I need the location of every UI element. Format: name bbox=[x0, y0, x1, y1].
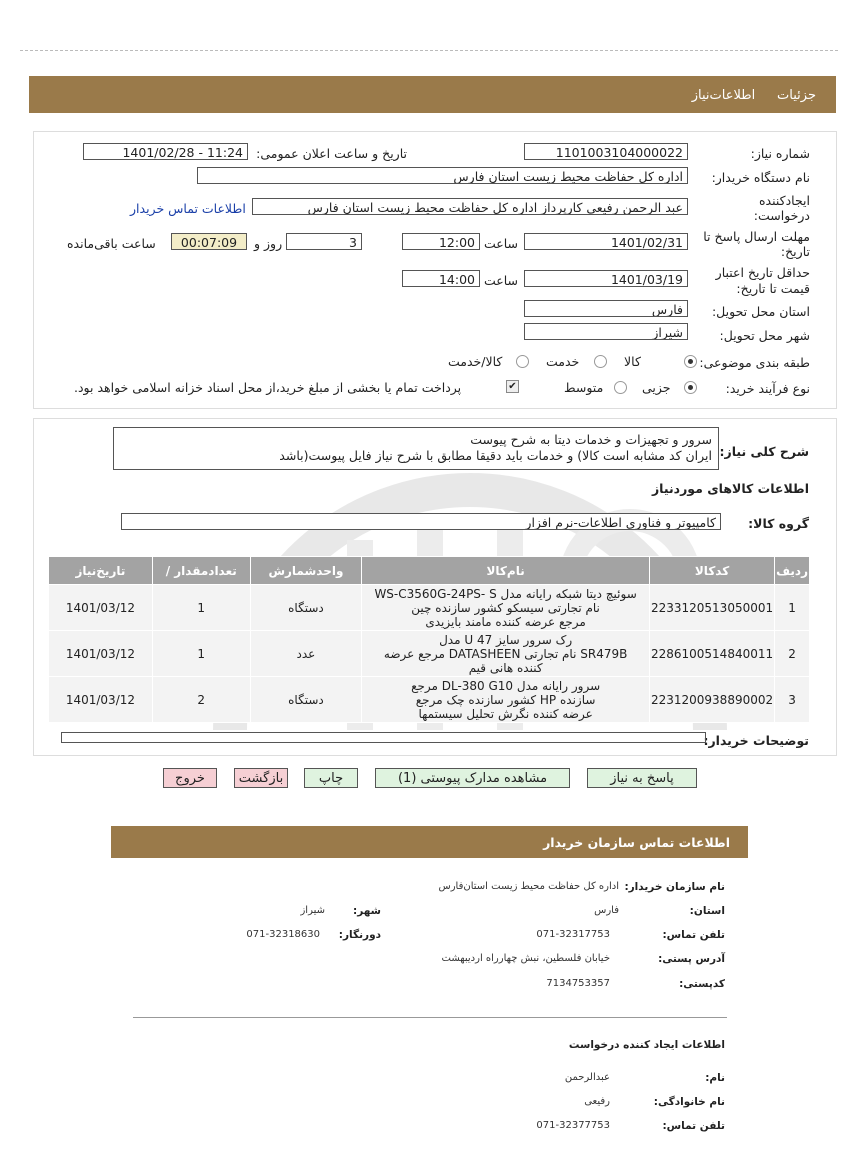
validity-date-field: 1401/03/19 bbox=[524, 270, 688, 287]
purchase-type-label: نوع فرآیند خرید: bbox=[725, 381, 810, 396]
item-code: 2233120513050001 bbox=[649, 585, 774, 631]
category-option-both: کالا/خدمت bbox=[448, 354, 503, 369]
item-date: 1401/03/12 bbox=[49, 677, 153, 723]
category-radio-both[interactable] bbox=[516, 355, 529, 368]
creator-phone-value: 071-32377753 bbox=[536, 1120, 610, 1131]
print-button[interactable]: چاپ bbox=[304, 768, 358, 788]
contact-postal-value: 7134753357 bbox=[546, 978, 610, 989]
contact-org-value: اداره کل حفاظت محیط زیست استان‌فارس bbox=[438, 881, 619, 892]
view-attachments-button[interactable]: مشاهده مدارک پیوستی (1) bbox=[375, 768, 570, 788]
purchase-option-medium: متوسط bbox=[564, 380, 604, 395]
buyer-notes-label: توضیحات خریدار: bbox=[703, 733, 809, 748]
creator-family-label: نام خانوادگی: bbox=[653, 1096, 725, 1108]
payment-checkbox[interactable]: ✔ bbox=[506, 380, 519, 393]
item-name-line: سوئیچ دیتا شبکه رایانه مدل WS-C3560G-24PS- S bbox=[374, 586, 637, 601]
item-name-line: مرجع عرضه کننده مامند بایزیدی bbox=[425, 614, 586, 629]
contact-province-label: استان: bbox=[689, 905, 725, 917]
contact-org-label: نام سازمان خریدار: bbox=[624, 881, 725, 893]
creator-name-label: نام: bbox=[705, 1072, 725, 1084]
general-description-box bbox=[113, 427, 719, 470]
deadline-time-label: ساعت bbox=[484, 236, 519, 251]
contact-city-value: شیراز bbox=[300, 905, 325, 916]
remaining-timer: 00:07:09 bbox=[171, 233, 247, 250]
validity-label-2: قیمت تا تاریخ: bbox=[736, 281, 810, 296]
category-label: طبقه بندی موضوعی: bbox=[699, 355, 810, 370]
creator-name-value: عبدالرحمن bbox=[564, 1072, 610, 1083]
row-number: 2 bbox=[775, 631, 810, 677]
remaining-label: ساعت باقی‌مانده bbox=[67, 236, 156, 251]
category-option-service: خدمت bbox=[546, 354, 580, 369]
creator-label-2: درخواست: bbox=[753, 208, 810, 223]
item-name-line: کننده هانی قیم bbox=[468, 660, 543, 675]
item-name bbox=[362, 585, 650, 631]
item-name-line: نام تجارتی سیسکو کشور سازنده چین bbox=[411, 600, 600, 615]
back-button[interactable]: بازگشت bbox=[234, 768, 288, 788]
top-divider bbox=[20, 50, 838, 51]
tab-need-info[interactable]: اطلاعات‌نیاز bbox=[691, 88, 756, 103]
contact-section-title: اطلاعات تماس سازمان خریدار bbox=[543, 835, 730, 850]
province-field: فارس bbox=[524, 300, 688, 317]
creator-section-title: اطلاعات ایجاد کننده درخواست bbox=[568, 1039, 725, 1051]
item-code: 2231200938890002 bbox=[649, 677, 774, 723]
goods-table-header bbox=[49, 557, 810, 585]
contact-postal-label: کدپستی: bbox=[679, 978, 725, 990]
buyer-org-label: نام دستگاه خریدار: bbox=[711, 170, 810, 185]
item-name-line: عرضه کننده نگرش تحلیل سیستمها bbox=[418, 706, 593, 721]
table-row bbox=[49, 631, 810, 677]
purchase-radio-minor[interactable] bbox=[684, 381, 697, 394]
category-radio-service[interactable] bbox=[594, 355, 607, 368]
province-label: استان محل تحویل: bbox=[711, 304, 810, 319]
general-description-label: شرح کلی نیاز: bbox=[719, 444, 809, 459]
contact-divider bbox=[133, 1017, 727, 1018]
contact-fax-label: دورنگار: bbox=[338, 929, 381, 941]
deadline-time-field: 12:00 bbox=[402, 233, 480, 250]
goods-group-field: کامپیوتر و فناوری اطلاعات-نرم افزار bbox=[121, 513, 721, 530]
item-name bbox=[362, 631, 650, 677]
validity-time-field: 14:00 bbox=[402, 270, 480, 287]
exit-button[interactable]: خروج bbox=[163, 768, 217, 788]
reply-button[interactable]: پاسخ به نیاز bbox=[587, 768, 697, 788]
item-name-line: سرور رایانه مدل DL-380 G10 مرجع bbox=[411, 678, 601, 693]
creator-phone-label: تلفن تماس: bbox=[662, 1120, 725, 1132]
contact-phone-label: تلفن تماس: bbox=[662, 929, 725, 941]
item-unit: دستگاه bbox=[250, 585, 362, 631]
item-date: 1401/03/12 bbox=[49, 631, 153, 677]
col-qty: تعدادمقدار / bbox=[152, 557, 250, 585]
deadline-date-field: 1401/02/31 bbox=[524, 233, 688, 250]
deadline-label-1: مهلت ارسال پاسخ تا bbox=[703, 229, 810, 244]
item-qty: 1 bbox=[152, 631, 250, 677]
city-label: شهر محل تحویل: bbox=[719, 328, 810, 343]
days-label: روز و bbox=[254, 236, 283, 251]
payment-note: پرداخت تمام یا بخشی از مبلغ خرید،از محل اسناد خزانه اسلامی خواهد بود. bbox=[74, 380, 462, 395]
row-number: 1 bbox=[775, 585, 810, 631]
col-name: نام‌کالا bbox=[362, 557, 650, 585]
purchase-radio-medium[interactable] bbox=[614, 381, 627, 394]
validity-label-1: حداقل تاریخ اعتبار bbox=[715, 265, 810, 280]
item-qty: 1 bbox=[152, 585, 250, 631]
creator-label-1: ایجادکننده bbox=[758, 193, 810, 208]
validity-time-label: ساعت bbox=[484, 273, 519, 288]
table-row bbox=[49, 677, 810, 723]
item-unit: دستگاه bbox=[250, 677, 362, 723]
item-date: 1401/03/12 bbox=[49, 585, 153, 631]
item-name-line: رک سرور سایز U 47 مدل bbox=[439, 632, 573, 647]
contact-address-label: آدرس پستی: bbox=[658, 953, 725, 965]
buyer-org-field: اداره کل حفاظت محیط زیست استان فارس bbox=[197, 167, 688, 184]
deadline-label-2: تاریخ: bbox=[780, 244, 810, 259]
general-description-line-2: ایران کد مشابه است کالا) و خدمات باید دقیقا مطابق با شرح نیاز فایل پیوست(باشد bbox=[279, 448, 712, 463]
item-name bbox=[362, 677, 650, 723]
contact-city-label: شهر: bbox=[353, 905, 381, 917]
purchase-option-minor: جزیی bbox=[642, 380, 671, 395]
col-row: ردیف bbox=[775, 557, 810, 585]
need-number-label: شماره نیاز: bbox=[750, 146, 810, 161]
buyer-contact-link[interactable]: اطلاعات تماس خریدار bbox=[130, 201, 246, 216]
contact-province-value: فارس bbox=[594, 905, 619, 916]
col-code: کدکالا bbox=[649, 557, 774, 585]
page-header bbox=[29, 76, 836, 113]
col-date: تاریخ‌نیاز bbox=[49, 557, 153, 585]
goods-group-label: گروه کالا: bbox=[748, 516, 809, 531]
announce-field: 1401/02/28 - 11:24 bbox=[83, 143, 248, 160]
item-name-line: SR479B نام تجارتی DATASHEEN مرجع عرضه bbox=[383, 646, 628, 661]
contact-address-value: خیابان فلسطین، نبش چهارراه اردیبهشت bbox=[441, 953, 610, 964]
item-qty: 2 bbox=[152, 677, 250, 723]
creator-field: عبد الرحمن رفیعی کارپرداز اداره کل حفاظت محیط زیست استان فارس bbox=[252, 198, 688, 215]
general-description-line-1: سرور و تجهیزات و خدمات دیتا به شرح پیوست bbox=[470, 432, 712, 447]
contact-section-header bbox=[111, 826, 748, 858]
announce-label: تاریخ و ساعت اعلان عمومی: bbox=[256, 146, 407, 161]
buyer-notes-field bbox=[61, 732, 706, 743]
contact-fax-value: 071-32318630 bbox=[246, 929, 320, 940]
category-radio-goods[interactable] bbox=[684, 355, 697, 368]
city-field: شیراز bbox=[524, 323, 688, 340]
tab-details[interactable]: جزئیات bbox=[777, 88, 816, 103]
contact-phone-value: 071-32317753 bbox=[536, 929, 610, 940]
table-row bbox=[49, 585, 810, 631]
col-unit: واحدشمارش bbox=[250, 557, 362, 585]
category-option-goods: کالا bbox=[624, 354, 641, 369]
goods-section-title: اطلاعات کالاهای موردنیاز bbox=[651, 481, 809, 496]
days-field: 3 bbox=[286, 233, 362, 250]
row-number: 3 bbox=[775, 677, 810, 723]
goods-table bbox=[48, 556, 810, 723]
item-code: 2286100514840011 bbox=[649, 631, 774, 677]
need-number-field: 1101003104000022 bbox=[524, 143, 688, 160]
creator-family-value: رفیعی bbox=[584, 1096, 610, 1107]
item-unit: عدد bbox=[250, 631, 362, 677]
item-name-line: سازنده HP کشور سازنده چک مرجع bbox=[415, 692, 596, 707]
